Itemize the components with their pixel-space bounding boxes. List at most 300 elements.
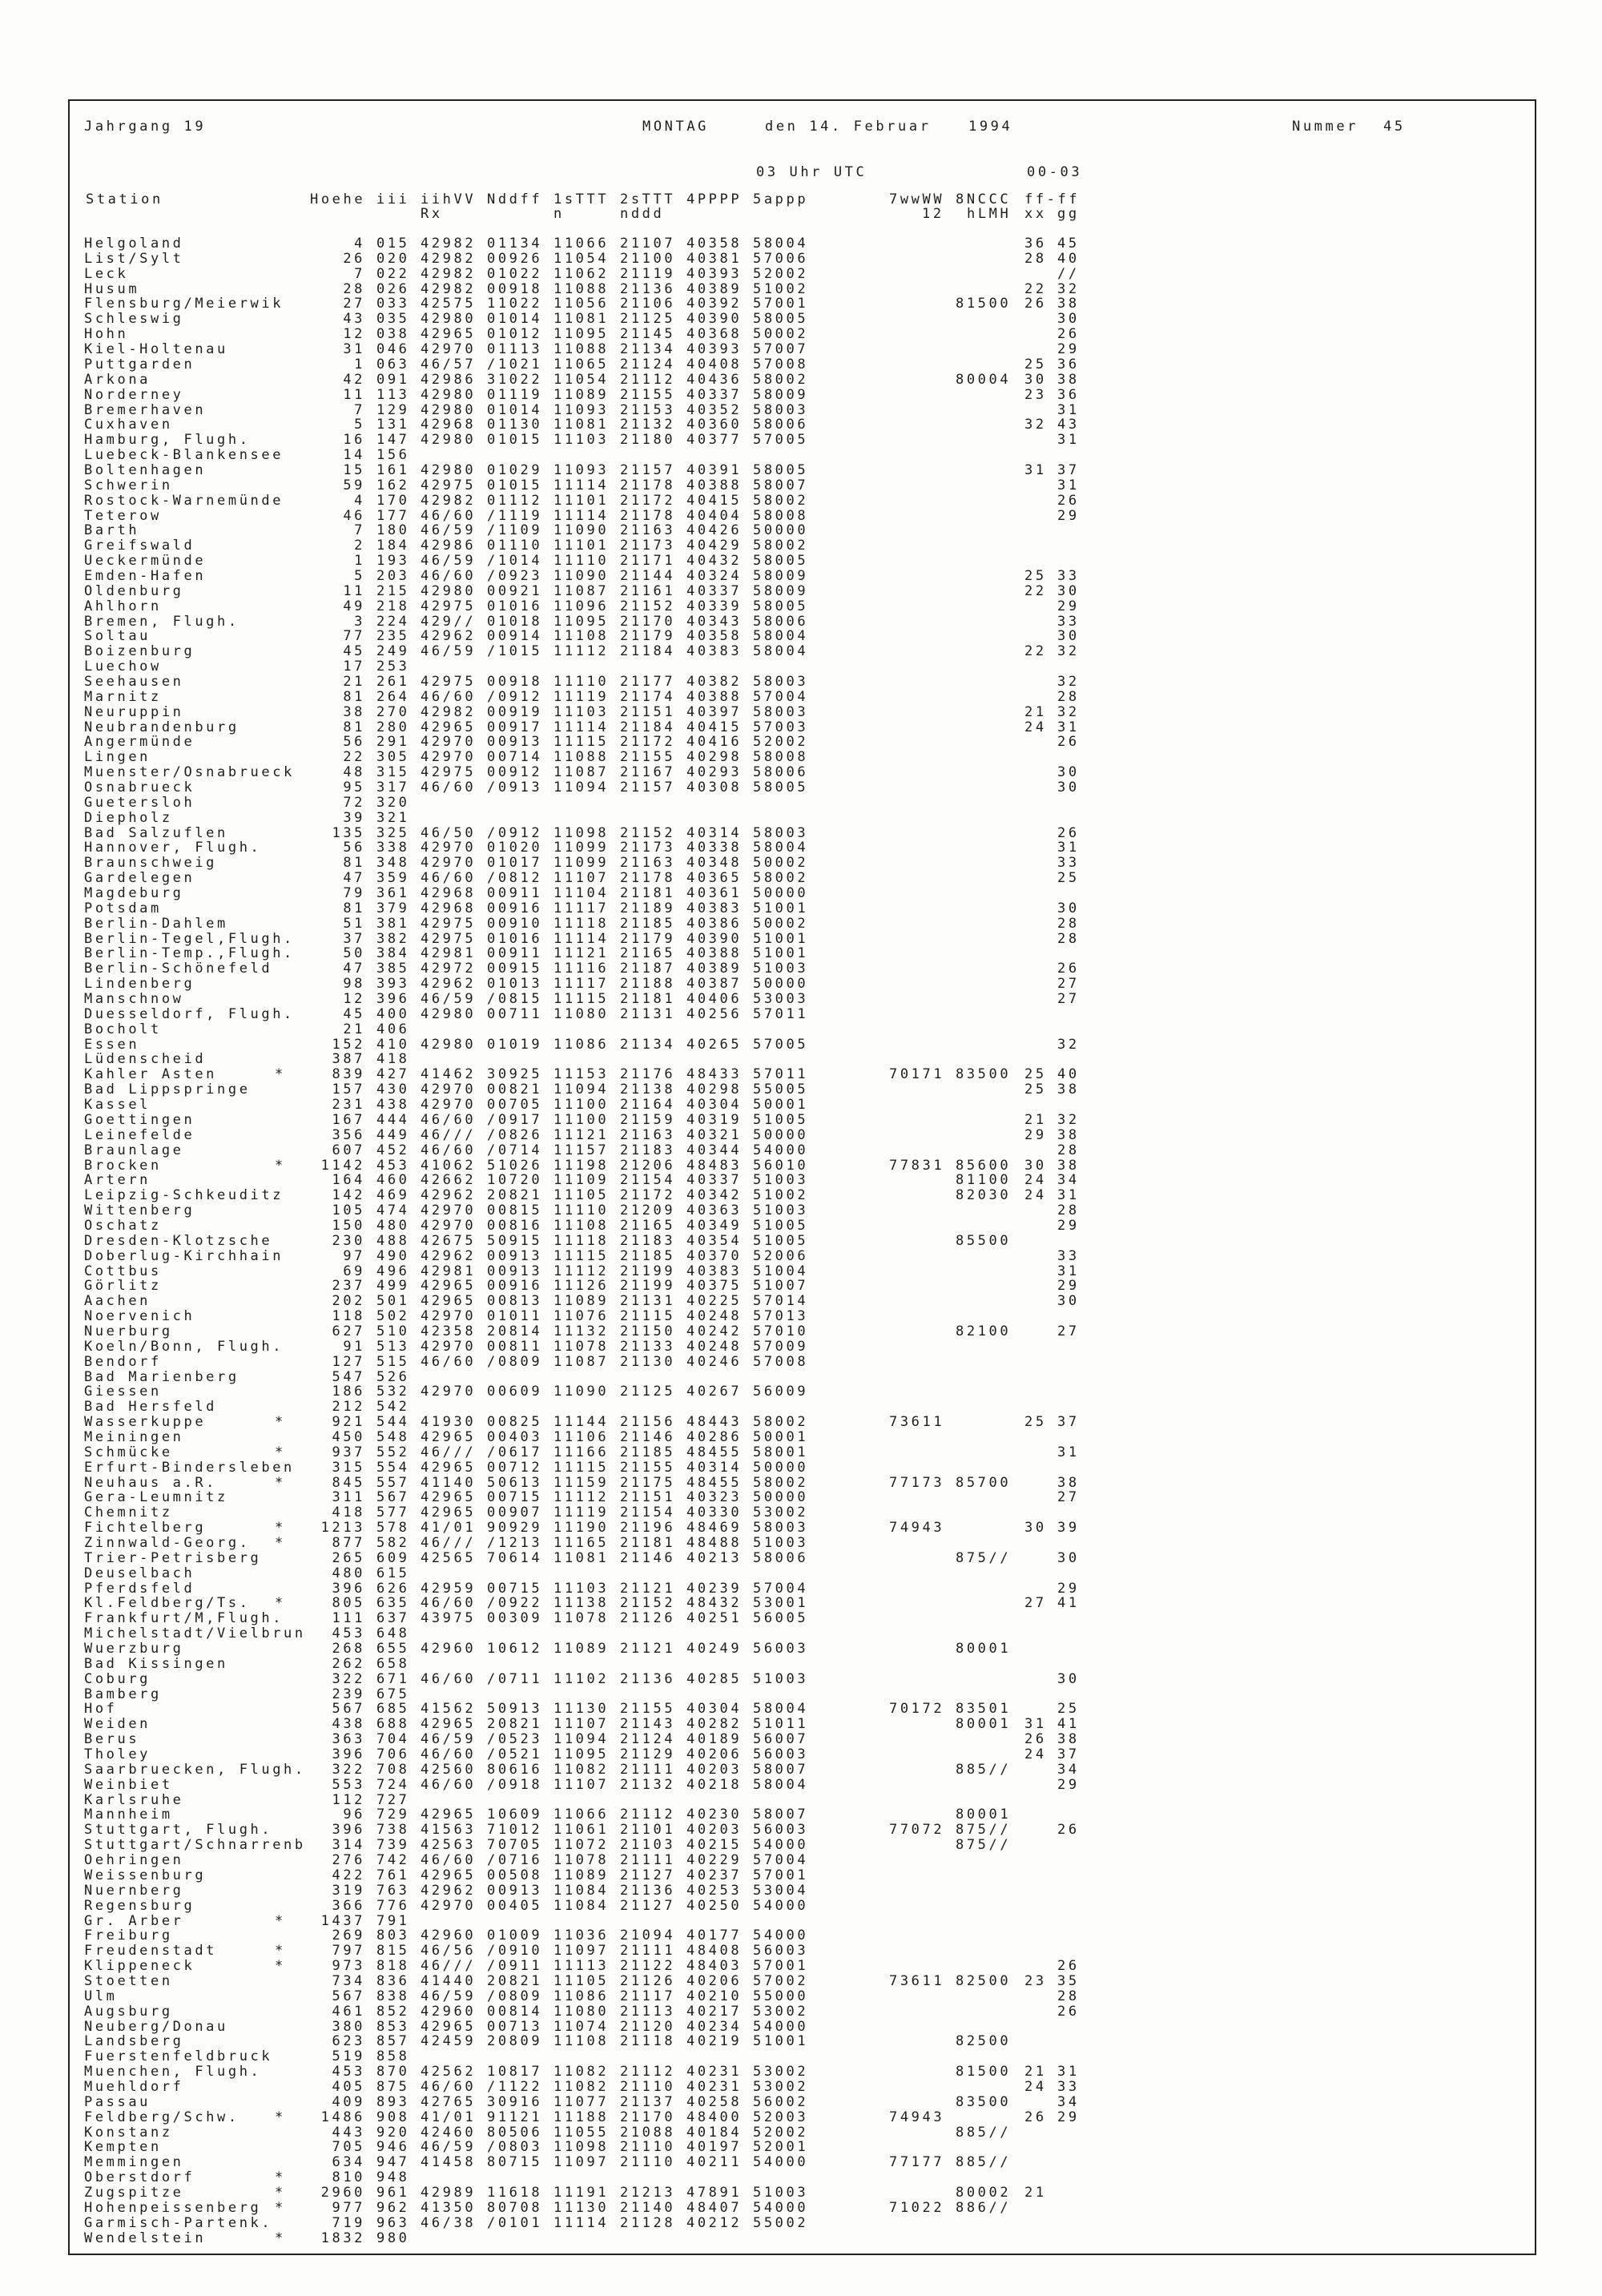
group-4pppp: 40393 — [686, 265, 743, 282]
group-1sttt: 11153 — [553, 1066, 610, 1083]
station-height: 4 — [354, 236, 365, 252]
station-number: 615 — [376, 1565, 410, 1581]
group-2sttt: 21120 — [620, 2018, 676, 2035]
group-5appp: 57009 — [753, 1338, 809, 1355]
group-2sttt: 21125 — [620, 311, 676, 328]
station-number: 381 — [376, 915, 410, 932]
group-iihvv: 42970 — [421, 840, 477, 856]
station-height: 118 — [332, 1308, 365, 1325]
group-2sttt: 21176 — [620, 1066, 676, 1083]
station-height: 112 — [332, 1791, 365, 1808]
group-2sttt: 21131 — [620, 1005, 676, 1022]
group-nddff: 01022 — [487, 265, 543, 282]
station-number: 532 — [376, 1384, 410, 1400]
group-nddff: 01015 — [487, 432, 543, 449]
group-nddff: 01018 — [487, 613, 543, 630]
group-8nccc: 83500 — [956, 1066, 1012, 1083]
group-nddff: 00813 — [487, 1293, 543, 1310]
gust-gg: 31 — [1057, 1187, 1080, 1204]
group-iihvv: 429// — [421, 613, 477, 630]
group-iihvv: 46/59 — [421, 1988, 477, 2004]
group-iihvv: 42970 — [421, 734, 477, 751]
group-nddff: 10609 — [487, 1807, 543, 1823]
station-row — [0, 1823, 1602, 1837]
group-2sttt: 21110 — [620, 2154, 676, 2171]
mountain-mark: * — [275, 1912, 286, 1929]
gust-gg: 30 — [1057, 582, 1080, 599]
group-5appp: 51001 — [753, 2033, 809, 2050]
group-5appp: 50000 — [753, 976, 809, 993]
group-iihvv: 42980 — [421, 1005, 477, 1022]
group-1sttt: 11188 — [553, 2109, 610, 2125]
group-iihvv: 42459 — [421, 2033, 477, 2050]
gust-gg: 26 — [1057, 1822, 1080, 1839]
group-nddff: 01134 — [487, 236, 543, 252]
station-row — [0, 1309, 1602, 1323]
station-height: 98 — [343, 976, 365, 993]
station-number: 022 — [376, 265, 410, 282]
group-nddff: 00825 — [487, 1414, 543, 1431]
gust-gg: 33 — [1057, 613, 1080, 630]
group-1sttt: 11138 — [553, 1595, 610, 1612]
group-5appp: 57005 — [753, 432, 809, 449]
group-nddff: 00811 — [487, 1338, 543, 1355]
gust-gg: 45 — [1057, 236, 1080, 252]
station-number: 193 — [376, 553, 410, 570]
station-name: Meiningen — [84, 1428, 184, 1445]
group-4pppp: 40342 — [686, 1187, 743, 1204]
group-nddff: 50613 — [487, 1474, 543, 1491]
group-iihvv: 42575 — [421, 296, 477, 312]
group-iihvv: 46/// — [421, 1958, 477, 1974]
group-2sttt: 21144 — [620, 567, 676, 584]
group-4pppp: 40314 — [686, 1459, 743, 1476]
station-row — [0, 2201, 1602, 2215]
group-nddff: /0521 — [487, 1746, 543, 1762]
station-name: Helgoland — [84, 236, 184, 252]
station-number: 406 — [376, 1021, 410, 1037]
group-1sttt: 11097 — [553, 2154, 610, 2171]
group-nddff: 00912 — [487, 764, 543, 781]
group-5appp: 58006 — [753, 417, 809, 433]
group-1sttt: 11088 — [553, 341, 610, 357]
group-2sttt: 21136 — [620, 280, 676, 297]
group-5appp: 50001 — [753, 1428, 809, 1445]
station-height: 51 — [343, 915, 365, 932]
group-2sttt: 21134 — [620, 1036, 676, 1053]
group-4pppp: 40349 — [686, 1217, 743, 1234]
group-nddff: 01017 — [487, 855, 543, 872]
station-height: 21 — [343, 1021, 365, 1037]
station-height: 237 — [332, 1278, 365, 1295]
gust-xx: 30 — [1024, 1520, 1047, 1537]
group-4pppp: 48433 — [686, 1066, 743, 1083]
station-row — [0, 2231, 1602, 2246]
station-height: 72 — [343, 794, 365, 811]
group-4pppp: 40248 — [686, 1338, 743, 1355]
group-2sttt: 21122 — [620, 1958, 676, 1974]
gust-gg: 30 — [1057, 628, 1080, 645]
column-header-hoehe: Hoehe — [310, 191, 366, 207]
station-row — [0, 1626, 1602, 1641]
group-2sttt: 21154 — [620, 1504, 676, 1521]
station-row — [0, 1294, 1602, 1308]
group-4pppp: 40203 — [686, 1822, 743, 1839]
group-1sttt: 11098 — [553, 2139, 610, 2156]
group-nddff: 00918 — [487, 280, 543, 297]
station-height: 797 — [332, 1943, 365, 1960]
group-2sttt: 21156 — [620, 1414, 676, 1431]
station-name: Augsburg — [84, 2003, 173, 2020]
column-header-1sttt: 1sTTT — [553, 191, 610, 207]
group-iihvv: 46/60 — [421, 779, 477, 796]
group-2sttt: 21132 — [620, 1776, 676, 1793]
group-nddff: 80708 — [487, 2199, 543, 2216]
group-7wwww: 70171 — [889, 1066, 945, 1083]
station-name: Erfurt-Bindersleben — [84, 1459, 295, 1476]
station-number: 177 — [376, 507, 410, 524]
station-number: 035 — [376, 311, 410, 328]
station-number: 875 — [376, 2078, 410, 2095]
group-1sttt: 11078 — [553, 1338, 610, 1355]
station-height: 450 — [332, 1428, 365, 1445]
group-nddff: 00917 — [487, 719, 543, 735]
station-name: Neuhaus a.R. — [84, 1474, 218, 1491]
station-height: 150 — [332, 1217, 365, 1234]
group-5appp: 57007 — [753, 341, 809, 357]
group-iihvv: 42968 — [421, 900, 477, 916]
station-number: 305 — [376, 749, 410, 766]
group-nddff: 00814 — [487, 2003, 543, 2020]
station-number: 738 — [376, 1822, 410, 1839]
gust-xx: 30 — [1024, 371, 1047, 388]
group-2sttt: 21131 — [620, 1293, 676, 1310]
group-4pppp: 40388 — [686, 477, 743, 493]
station-height: 1213 — [320, 1520, 365, 1537]
station-number: 626 — [376, 1580, 410, 1597]
group-1sttt: 11036 — [553, 1927, 610, 1944]
group-2sttt: 21113 — [620, 2003, 676, 2020]
gust-gg: 31 — [1057, 719, 1080, 735]
group-nddff: 20821 — [487, 1187, 543, 1204]
group-iihvv: 42959 — [421, 1580, 477, 1597]
group-5appp: 58004 — [753, 1701, 809, 1718]
group-5appp: 51005 — [753, 1111, 809, 1128]
station-height: 276 — [332, 1852, 365, 1868]
station-height: 356 — [332, 1126, 365, 1143]
mountain-mark: * — [275, 2230, 286, 2246]
group-nddff: 00508 — [487, 1867, 543, 1883]
station-name: Cottbus — [84, 1263, 162, 1279]
group-nddff: 00918 — [487, 673, 543, 690]
group-2sttt: 21187 — [620, 961, 676, 977]
station-number: 490 — [376, 1247, 410, 1264]
group-2sttt: 21137 — [620, 2093, 676, 2110]
group-5appp: 58004 — [753, 840, 809, 856]
group-4pppp: 40352 — [686, 401, 743, 418]
group-nddff: 00711 — [487, 1005, 543, 1022]
station-name: Kassel — [84, 1097, 151, 1113]
gust-gg: 26 — [1057, 492, 1080, 509]
column-header-station: Station — [86, 191, 163, 207]
group-5appp: 57014 — [753, 1293, 809, 1310]
group-7wwww: 74943 — [889, 1520, 945, 1537]
group-nddff: /0923 — [487, 567, 543, 584]
group-4pppp: 40177 — [686, 1927, 743, 1944]
group-5appp: 51003 — [753, 2184, 809, 2201]
station-name: Bocholt — [84, 1021, 162, 1037]
gust-xx: 28 — [1024, 250, 1047, 267]
station-name: Wasserkuppe — [84, 1414, 207, 1431]
group-2sttt: 21181 — [620, 1535, 676, 1551]
group-4pppp: 40212 — [686, 2214, 743, 2231]
gust-gg: 30 — [1057, 1670, 1080, 1687]
gust-gg: 34 — [1057, 2093, 1080, 2110]
group-4pppp: 48408 — [686, 1943, 743, 1960]
station-name: Hof — [84, 1701, 118, 1718]
station-number: 727 — [376, 1791, 410, 1808]
group-1sttt: 11100 — [553, 1111, 610, 1128]
group-1sttt: 11114 — [553, 930, 610, 947]
station-row — [0, 2080, 1602, 2094]
group-4pppp: 40348 — [686, 855, 743, 872]
station-row — [0, 1717, 1602, 1731]
station-number: 980 — [376, 2230, 410, 2246]
station-height: 81 — [343, 855, 365, 872]
station-row — [0, 796, 1602, 810]
group-2sttt: 21180 — [620, 432, 676, 449]
station-number: 499 — [376, 1278, 410, 1295]
group-1sttt: 11166 — [553, 1444, 610, 1460]
station-name: Kl.Feldberg/Ts. — [84, 1595, 251, 1612]
group-nddff: 00916 — [487, 1278, 543, 1295]
gust-gg: 32 — [1057, 1036, 1080, 1053]
group-1sttt: 11114 — [553, 719, 610, 735]
station-row — [0, 357, 1602, 372]
station-height: 91 — [343, 1338, 365, 1355]
station-number: 947 — [376, 2154, 410, 2171]
group-nddff: 00911 — [487, 945, 543, 962]
group-1sttt: 11087 — [553, 764, 610, 781]
station-number: 671 — [376, 1670, 410, 1687]
group-iihvv: 42965 — [421, 1867, 477, 1883]
station-height: 14 — [343, 447, 365, 463]
station-number: 838 — [376, 1988, 410, 2004]
station-name: Garmisch-Partenk. — [84, 2214, 273, 2231]
station-number: 578 — [376, 1520, 410, 1537]
group-7wwww: 71022 — [889, 2199, 945, 2216]
station-row — [0, 765, 1602, 779]
gust-gg: 34 — [1057, 1761, 1080, 1778]
station-name: Schwerin — [84, 477, 173, 493]
station-height: 157 — [332, 1082, 365, 1098]
group-1sttt: 11107 — [553, 1716, 610, 1733]
group-1sttt: 11081 — [553, 311, 610, 328]
group-5appp: 54000 — [753, 2018, 809, 2035]
group-2sttt: 21103 — [620, 1837, 676, 1854]
station-height: 47 — [343, 870, 365, 887]
station-name: Zinnwald-Georg. — [84, 1535, 251, 1551]
gust-gg: 33 — [1057, 567, 1080, 584]
station-height: 3 — [354, 613, 365, 630]
group-1sttt: 11099 — [553, 855, 610, 872]
group-iihvv: 42962 — [421, 1882, 477, 1899]
group-5appp: 58005 — [753, 553, 809, 570]
group-1sttt: 11082 — [553, 1761, 610, 1778]
station-name: Oehringen — [84, 1852, 184, 1868]
station-number: 418 — [376, 1051, 410, 1068]
station-number: 215 — [376, 582, 410, 599]
group-4pppp: 40344 — [686, 1142, 743, 1158]
group-5appp: 52001 — [753, 2139, 809, 2156]
group-iihvv: 42965 — [421, 1459, 477, 1476]
station-name: Emden-Hafen — [84, 567, 207, 584]
group-1sttt: 11104 — [553, 885, 610, 901]
station-name: Ahlhorn — [84, 598, 162, 614]
station-number: 444 — [376, 1111, 410, 1128]
group-5appp: 57005 — [753, 1036, 809, 1053]
group-4pppp: 40234 — [686, 2018, 743, 2035]
group-nddff: 00715 — [487, 1489, 543, 1506]
group-1sttt: 11086 — [553, 1036, 610, 1053]
mountain-mark: * — [275, 2109, 286, 2125]
group-iihvv: 42975 — [421, 598, 477, 614]
station-row — [0, 403, 1602, 417]
station-height: 627 — [332, 1323, 365, 1339]
group-nddff: /0912 — [487, 824, 543, 841]
group-1sttt: 11198 — [553, 1157, 610, 1174]
station-height: 314 — [332, 1837, 365, 1854]
group-4pppp: 40184 — [686, 2124, 743, 2141]
group-5appp: 58003 — [753, 1520, 809, 1537]
station-height: 396 — [332, 1580, 365, 1597]
station-name: Diepholz — [84, 809, 173, 826]
group-2sttt: 21185 — [620, 915, 676, 932]
group-2sttt: 21163 — [620, 855, 676, 872]
group-2sttt: 21130 — [620, 1353, 676, 1370]
group-5appp: 57010 — [753, 1323, 809, 1339]
station-number: 582 — [376, 1535, 410, 1551]
group-5appp: 57008 — [753, 1353, 809, 1370]
group-2sttt: 21181 — [620, 885, 676, 901]
group-iihvv: 42975 — [421, 764, 477, 781]
group-4pppp: 40382 — [686, 673, 743, 690]
station-number: 046 — [376, 341, 410, 357]
group-nddff: 00914 — [487, 628, 543, 645]
group-nddff: /0803 — [487, 2139, 543, 2156]
station-row — [0, 735, 1602, 749]
group-5appp: 54000 — [753, 1927, 809, 1944]
group-4pppp: 47891 — [686, 2184, 743, 2201]
group-4pppp: 40189 — [686, 1731, 743, 1748]
group-2sttt: 21188 — [620, 976, 676, 993]
station-name: Luechow — [84, 659, 162, 675]
station-name: Neubrandenburg — [84, 719, 239, 735]
group-4pppp: 40298 — [686, 1082, 743, 1098]
group-5appp: 51003 — [753, 1535, 809, 1551]
group-nddff: 90929 — [487, 1520, 543, 1537]
gust-gg: 27 — [1057, 976, 1080, 993]
station-number: 963 — [376, 2214, 410, 2231]
group-2sttt: 21146 — [620, 1549, 676, 1566]
station-number: 729 — [376, 1807, 410, 1823]
station-row — [0, 1128, 1602, 1142]
group-5appp: 58002 — [753, 1414, 809, 1431]
station-number: 453 — [376, 1157, 410, 1174]
station-number: 393 — [376, 976, 410, 993]
station-height: 27 — [343, 296, 365, 312]
station-number: 131 — [376, 417, 410, 433]
station-name: Puttgarden — [84, 356, 195, 373]
station-row — [0, 1989, 1602, 2004]
station-height: 319 — [332, 1882, 365, 1899]
group-5appp: 54000 — [753, 1837, 809, 1854]
group-iihvv: 43975 — [421, 1610, 477, 1627]
group-4pppp: 40338 — [686, 840, 743, 856]
group-5appp: 58004 — [753, 628, 809, 645]
station-number: 474 — [376, 1202, 410, 1218]
group-5appp: 56003 — [753, 1641, 809, 1657]
group-1sttt: 11118 — [553, 915, 610, 932]
group-nddff: 00913 — [487, 1263, 543, 1279]
station-height: 810 — [332, 2169, 365, 2186]
station-row — [0, 1052, 1602, 1066]
station-row — [0, 2064, 1602, 2079]
group-4pppp: 48455 — [686, 1474, 743, 1491]
station-height: 519 — [332, 2048, 365, 2065]
station-height: 7 — [354, 401, 365, 418]
station-number: 379 — [376, 900, 410, 916]
station-row — [0, 1868, 1602, 1883]
gust-gg: 31 — [1057, 1444, 1080, 1460]
group-iihvv: 46/60 — [421, 688, 477, 705]
group-4pppp: 40203 — [686, 1761, 743, 1778]
group-1sttt: 11072 — [553, 1837, 610, 1854]
gust-gg: 29 — [1057, 2109, 1080, 2125]
group-nddff: 00816 — [487, 1217, 543, 1234]
group-iihvv: 41/01 — [421, 2109, 477, 2125]
group-iihvv: 42970 — [421, 1338, 477, 1355]
group-nddff: /0714 — [487, 1142, 543, 1158]
group-2sttt: 21128 — [620, 2214, 676, 2231]
group-nddff: 91121 — [487, 2109, 543, 2125]
station-height: 43 — [343, 311, 365, 328]
group-2sttt: 21126 — [620, 1972, 676, 1989]
gust-gg: 27 — [1057, 991, 1080, 1007]
station-row — [0, 886, 1602, 900]
group-4pppp: 40388 — [686, 945, 743, 962]
group-nddff: 70614 — [487, 1549, 543, 1566]
station-row — [0, 2110, 1602, 2125]
group-1sttt: 11109 — [553, 1172, 610, 1189]
group-2sttt: 21173 — [620, 538, 676, 554]
group-8nccc: 85600 — [956, 1157, 1012, 1174]
gust-gg: 26 — [1057, 824, 1080, 841]
group-2sttt: 21127 — [620, 1897, 676, 1914]
station-number: 020 — [376, 250, 410, 267]
gust-xx: 31 — [1024, 461, 1047, 478]
gust-gg: 36 — [1057, 386, 1080, 403]
station-number: 452 — [376, 1142, 410, 1158]
group-1sttt: 11106 — [553, 1428, 610, 1445]
gust-xx: 22 — [1024, 582, 1047, 599]
station-height: 15 — [343, 461, 365, 478]
station-name: Flensburg/Meierwik — [84, 296, 284, 312]
group-nddff: 11618 — [487, 2184, 543, 2201]
station-row — [0, 614, 1602, 629]
group-2sttt: 21161 — [620, 582, 676, 599]
group-1sttt: 11119 — [553, 688, 610, 705]
